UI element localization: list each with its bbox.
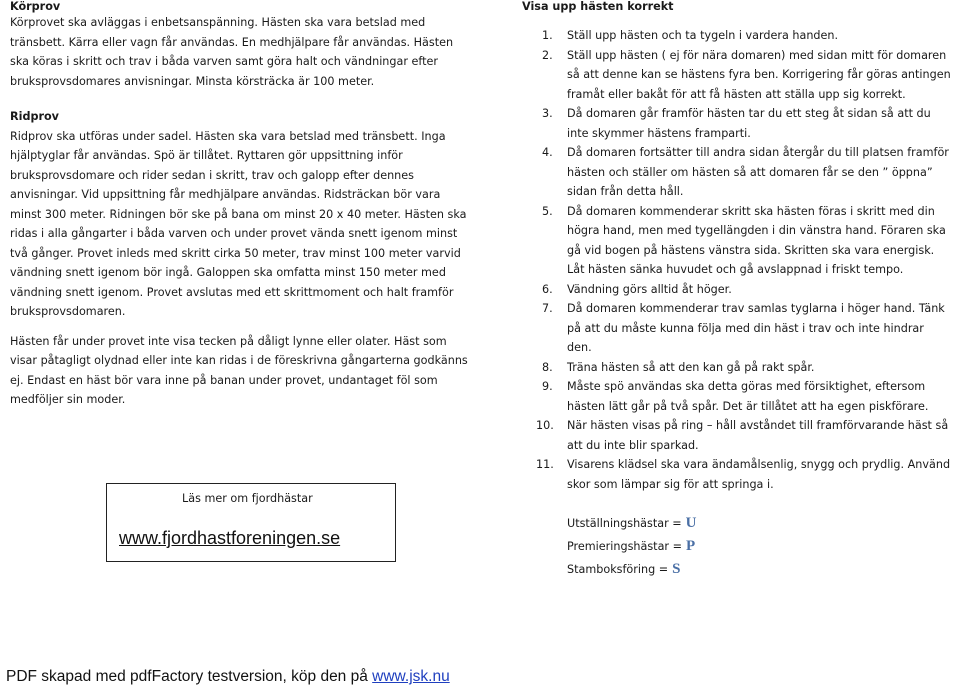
step-item: 10. När hästen visas på ring – håll avståndet till framförvarande häst så att du inte blir sparkad. (536, 419, 949, 452)
step-item: 5. Då domaren kommenderar skritt ska hästen föras i skritt med din högra hand, men med tygellängden i din vänstra hand. Föraren ska gå vid bogen på hästens vänstra sida. Skritten ska vara energisk. Låt hästen sänka huvudet och gå avslappnad i friskt tempo. (542, 204, 946, 276)
association-link[interactable]: www.fjordhastforeningen.se (119, 528, 341, 548)
korprov-heading: Körprov (10, 0, 61, 13)
read-more-box (106, 483, 396, 562)
korprov-body: Körprovet ska avläggas i enbetsanspänning. Hästen ska vara betslad med tränsbett. Kärra eller vagn får användas. En medhjälpare får användas. Hästen ska köras i skritt och trav i båda varven samt göra halt och vändningar efter bruksprovsdomares anvisningar. Minsta körsträcka är 100 meter. (10, 16, 454, 88)
step-item: 7. Då domaren kommenderar trav samlas tyglarna i höger hand. Tänk på att du måste kunna följa med din häst i trav och inte hindrar den. (542, 302, 945, 354)
legend-label: Premieringshästar = (567, 540, 682, 553)
legend-row (567, 558, 696, 581)
step-item: 4. Då domaren fortsätter till andra sidan återgår du till platsen framför hästen och ställer om hästen så att domaren får se den ” öppna” sidan från detta håll. (542, 146, 949, 198)
legend-label: Utställningshästar = (567, 517, 682, 530)
korprov-section (10, 0, 470, 91)
left-column (10, 0, 470, 410)
step-item: 6. Vändning görs alltid åt höger. (542, 282, 732, 296)
legend (567, 512, 696, 581)
legend-letter: U (685, 515, 697, 531)
legend-row (567, 512, 696, 535)
ridprov-heading: Ridprov (10, 110, 59, 123)
footer-text: PDF skapad med pdfFactory testversion, köp den på (6, 668, 373, 685)
step-item: 1. Ställ upp hästen och ta tygeln i vardera handen. (542, 29, 839, 42)
legend-label: Stamboksföring = (567, 563, 669, 576)
pdf-footer (6, 668, 450, 686)
footer-link[interactable]: www.jsk.nu (372, 668, 450, 685)
presentation-heading: Visa upp hästen korrekt (522, 0, 674, 13)
step-item: 3. Då domaren går framför hästen tar du ett steg åt sidan så att du inte skymmer hästens framparti. (542, 107, 931, 140)
ridprov-section (10, 107, 470, 322)
read-more-label: Läs mer om fjordhästar (182, 492, 313, 505)
right-column (522, 0, 952, 494)
step-item: 11. Visarens klädsel ska vara ändamålsenlig, snygg och prydlig. Använd skor som lämpar sig för att springa i. (536, 458, 951, 491)
presentation-steps (522, 26, 952, 494)
legend-letter: P (685, 538, 696, 554)
ridprov-body: Ridprov ska utföras under sadel. Hästen ska vara betslad med tränsbett. Inga hjälptyglar får användas. Spö är tillåtet. Ryttaren gör uppsittning inför bruksprovsdomare och rider sedan i skritt, trav och galopp efter dennes anvisningar. Vid uppsittning får medhjälpare användas. Ridsträckan bör vara minst 300 meter. Ridningen bör ske på bana om minst 20 x 40 meter. Hästen ska ridas i alla gångarter i båda varven och under provet vända snett igenom minst två gånger. Provet inleds med skritt cirka 50 meter, trav minst 100 meter varvid vändning snett igenom bör ingå. Galoppen ska omfatta minst 150 meter med vändning snett igenom. Provet avslutas med ett skrittmoment och halt framför bruksprovsdomaren. (10, 129, 467, 318)
step-item: 8. Träna hästen så att den kan gå på rakt spår. (542, 360, 815, 374)
legend-row (567, 535, 696, 558)
conduct-note: Hästen får under provet inte visa tecken på dåligt lynne eller olater. Häst som visar påtagligt olydnad eller inte kan ridas i de föreskrivna gångarterna godkänns ej. Endast en häst bör vara inne på banan under provet, undantaget föl som medföljer sin moder. (10, 334, 468, 406)
step-item: 2. Ställ upp hästen ( ej för nära domaren) med sidan mitt för domaren så att denne kan se hästens fyra ben. Korrigering får göras antingen framåt eller bakåt för att få hästen att ställa upp sig korrekt. (542, 48, 951, 101)
legend-letter: S (672, 561, 681, 577)
step-item: 9. Måste spö användas ska detta göras med försiktighet, eftersom hästen lätt går på två spår. Det är tillåtet att ha egen piskförare. (542, 380, 929, 413)
